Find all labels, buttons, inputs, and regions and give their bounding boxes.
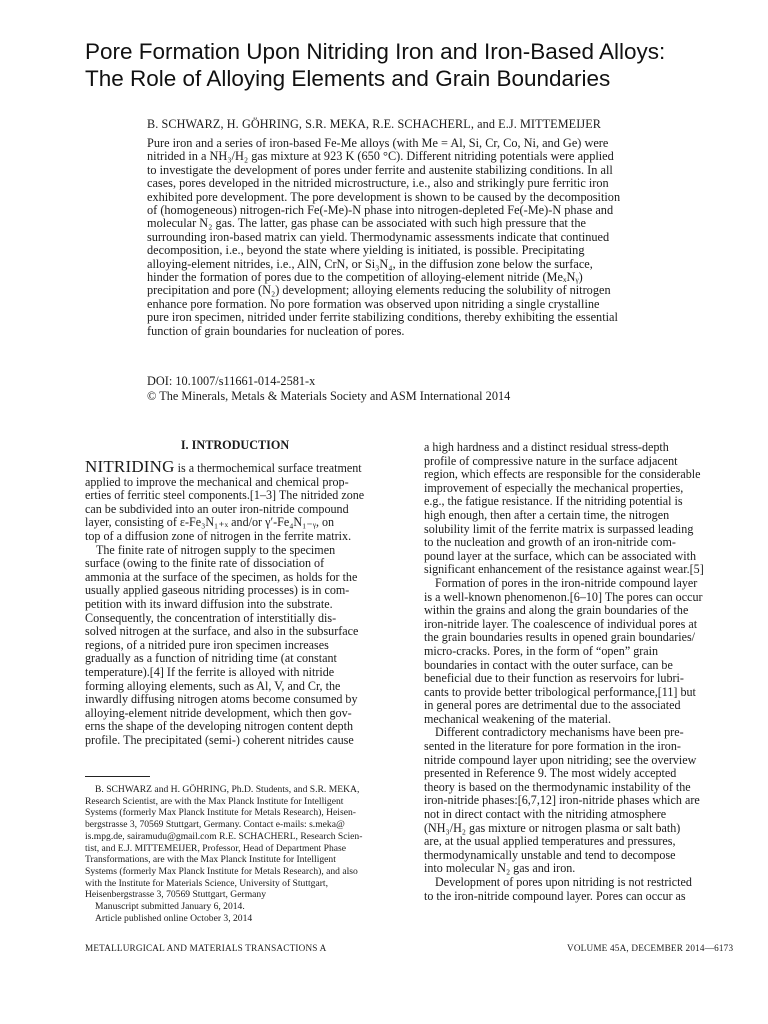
abstract-line: surrounding iron-based matrix can yield. Thermodynamic assessments indicate that continued <box>147 229 610 244</box>
abstract-line: pure iron specimen, nitrided under ferrite stabilizing conditions, thereby exhibiting the essential <box>147 310 618 325</box>
footnote-line: tist, and E.J. MITTEMEIJER, Professor, Head of Department Phase <box>85 842 346 854</box>
dropcap-word: NITRIDING <box>85 457 175 476</box>
body-line: boundaries in contact with the outer surface, can be <box>424 657 673 672</box>
body-line: Development of pores upon nitriding is not restricted <box>435 875 692 889</box>
body-line: inwardly diffusing nitrogen atoms become consumed by <box>85 692 358 707</box>
abstract-line: molecular N₂ gas. The latter, gas phase can be associated with such high pressure that the <box>147 216 586 231</box>
article-title <box>85 38 745 92</box>
abstract-line: exhibited pore development. The pore development is shown to be caused by the decomposition <box>147 189 621 204</box>
journal-name-footer: METALLURGICAL AND MATERIALS TRANSACTIONS A <box>85 943 327 953</box>
title-line: Pore Formation Upon Nitriding Iron and Iron-Based Alloys: <box>85 39 666 64</box>
body-line: usually applied gaseous nitriding processes) is in com- <box>85 583 350 598</box>
body-line: a high hardness and a distinct residual stress-depth <box>424 440 669 454</box>
body-line: presented in Reference 9. The most widely accepted <box>424 766 677 781</box>
body-line: NITRIDING is a thermochemical surface treatment <box>85 457 362 476</box>
body-line: nitride compound layer upon nitriding; see the overview <box>424 752 697 767</box>
body-line: Formation of pores in the iron-nitride compound layer <box>435 575 698 590</box>
intro-paragraph-right <box>424 441 744 903</box>
left-column <box>85 438 385 747</box>
body-line: ammonia at the surface of the specimen, as holds for the <box>85 569 358 584</box>
body-line: can be subdivided into an outer iron-nitride compound <box>85 501 349 516</box>
body-line: profile of compressive nature in the surface adjacent <box>424 453 678 468</box>
body-line: high enough, then after a certain time, the nitrogen <box>424 507 670 522</box>
footnote-line: Research Scientist, are with the Max Planck Institute for Intelligent <box>85 795 344 807</box>
footnote-line: bergstrasse 3, 70569 Stuttgart, Germany. Contact e-mails: s.meka@ <box>85 819 345 831</box>
body-line: petition with its inward diffusion into the substrate. <box>85 596 333 611</box>
body-line: profile. The precipitated (semi-) coherent nitrides cause <box>85 732 354 747</box>
body-line: improvement of especially the mechanical properties, <box>424 480 684 495</box>
body-line: thermodynamically unstable and tend to decompose <box>424 847 676 862</box>
abstract-line: enhance pore formation. No pore formation was observed upon nitriding a single crystalline <box>147 296 600 311</box>
title-line: The Role of Alloying Elements and Grain Boundaries <box>85 66 611 91</box>
abstract-line: of (homogeneous) nitrogen-rich Fe(-Me)-N phase into nitrogen-depleted Fe(-Me)-N phase and <box>147 203 614 218</box>
abstract-line: to investigate the development of pores under ferrite and austenite stabilizing conditions. In all <box>147 162 613 177</box>
abstract <box>147 137 670 338</box>
body-line: to the iron-nitride compound layer. Pores can occur as <box>424 888 686 903</box>
body-line: the grain boundaries results in opened grain boundaries/ <box>424 630 696 645</box>
body-line: into molecular N₂ gas and iron. <box>424 861 576 876</box>
body-line: top of a diffusion zone of nitrogen in the ferrite matrix. <box>85 528 352 543</box>
copyright-notice: © The Minerals, Metals & Materials Society and ASM International 2014 <box>147 388 511 403</box>
body-line: are, at the usual applied temperatures and pressures, <box>424 834 676 849</box>
body-line: erns the shape of the developing nitrogen content depth <box>85 719 353 734</box>
body-line: region, which effects are responsible for the considerable <box>424 467 701 482</box>
doi-block <box>147 374 510 403</box>
abstract-line: hinder the formation of pores due to the competition of alloying-element nitride (MeₓNᵧ) <box>147 270 583 285</box>
author-list: B. SCHWARZ, H. GÖHRING, S.R. MEKA, R.E. SCHACHERL, and E.J. MITTEMEIJER <box>147 117 601 131</box>
body-line: beneficial due to their function as reservoirs for lubri- <box>424 671 684 686</box>
body-line: to the nucleation and growth of an iron-nitride com- <box>424 535 676 550</box>
body-line: (NH₃/H₂ gas mixture or nitrogen plasma or salt bath) <box>424 820 681 835</box>
body-line: solved nitrogen at the surface, and also in the subsurface <box>85 624 359 639</box>
body-line: significant enhancement of the resistance against wear.[5] <box>424 562 704 577</box>
author-footnote <box>85 784 385 924</box>
footnote-line: with the Institute for Materials Science, University of Stuttgart, <box>85 877 328 889</box>
body-line: surface (owing to the finite rate of dissociation of <box>85 556 325 571</box>
footnote-line: Systems (formerly Max Planck Institute for Metals Research), Heisen- <box>85 807 356 819</box>
body-line: regions, of a nitrided pure iron specimen increases <box>85 637 329 652</box>
footnote-divider <box>85 776 150 777</box>
abstract-line: Pure iron and a series of iron-based Fe-Me alloys (with Me = Al, Si, Cr, Co, Ni, and Ge) were <box>147 136 609 150</box>
section-heading: I. INTRODUCTION <box>180 438 290 452</box>
body-line: cants to provide better tribological performance,[11] but <box>424 684 696 699</box>
manuscript-submitted: Manuscript submitted January 6, 2014. <box>95 901 245 913</box>
abstract-line: decomposition, i.e., beyond the state where yielding is initiated, is possible. Precipitating <box>147 243 585 258</box>
intro-paragraph-left <box>85 457 385 747</box>
body-line: iron-nitride phases:[6,7,12] iron-nitride phases which are <box>424 793 700 808</box>
doi-link[interactable]: DOI: 10.1007/s11661-014-2581-x <box>147 374 316 388</box>
body-line: e.g., the fatigue resistance. If the nitriding potential is <box>424 494 683 509</box>
body-line: Different contradictory mechanisms have been pre- <box>435 725 684 740</box>
body-line: alloying-element nitride development, which then gov- <box>85 705 352 720</box>
right-column <box>424 441 744 903</box>
body-line: layer, consisting of ε-Fe₃N₁₊ₓ and/or γ′-Fe₄N₁₋ᵧ, on <box>85 515 335 530</box>
body-line: Consequently, the concentration of interstitially dis- <box>85 610 337 625</box>
footnote-line: Systems (formerly Max Planck Institute for Metals Research), and also <box>85 865 358 877</box>
body-line: mechanical weakening of the material. <box>424 711 612 726</box>
abstract-line: precipitation and pore (N₂) development; alloying elements reducing the solubility of nitrogen <box>147 283 611 298</box>
body-line: theory is based on the thermodynamic instability of the <box>424 779 691 794</box>
body-line: erties of ferritic steel components.[1–3] The nitrided zone <box>85 488 365 503</box>
body-line: temperature).[4] If the ferrite is alloyed with nitride <box>85 664 335 679</box>
body-line: applied to improve the mechanical and chemical prop- <box>85 474 349 489</box>
footnote-line: Transformations, are with the Max Planck Institute for Intelligent <box>85 854 336 866</box>
footnote-line: Heisenbergstrasse 3, 70569 Stuttgart, Germany <box>85 889 267 901</box>
body-line: solubility limit of the ferrite matrix is surpassed leading <box>424 521 694 536</box>
body-line: in general pores are detrimental due to the associated <box>424 698 681 713</box>
abstract-line: alloying-element nitrides, i.e., AlN, CrN, or Si₃N₄, in the diffusion zone below the surface, <box>147 256 593 271</box>
body-line: The finite rate of nitrogen supply to the specimen <box>96 542 336 557</box>
body-line: iron-nitride layer. The coalescence of individual pores at <box>424 616 698 631</box>
body-line: pound layer at the surface, which can be associated with <box>424 548 697 563</box>
article-published: Article published online October 3, 2014 <box>95 912 253 924</box>
body-line: gradually as a function of nitriding time (at constant <box>85 651 337 666</box>
body-line: within the grains and along the grain boundaries of the <box>424 603 689 618</box>
body-line: not in direct contact with the nitriding atmosphere <box>424 807 667 822</box>
abstract-line: cases, pores developed in the nitrided microstructure, i.e., also and strikingly pure ferritic iron <box>147 176 609 191</box>
body-line: micro-cracks. Pores, in the form of “open” grain <box>424 643 659 658</box>
abstract-line: nitrided in a NH₃/H₂ gas mixture at 923 K (650 °C). Different nitriding potentials were applied <box>147 149 614 164</box>
footnote-line: is.mpg.de, sairamudu@gmail.com R.E. SCHACHERL, Research Scien- <box>85 830 363 842</box>
footnote-line: B. SCHWARZ and H. GÖHRING, Ph.D. Students, and S.R. MEKA, <box>95 784 360 795</box>
body-line: forming alloying elements, such as Al, V, and Cr, the <box>85 678 341 693</box>
body-line: sented in the literature for pore formation in the iron- <box>424 739 681 754</box>
body-line: is a well-known phenomenon.[6–10] The pores can occur <box>424 589 703 604</box>
volume-page-footer: VOLUME 45A, DECEMBER 2014—6173 <box>567 943 734 953</box>
abstract-line: function of grain boundaries for nucleation of pores. <box>147 323 405 338</box>
